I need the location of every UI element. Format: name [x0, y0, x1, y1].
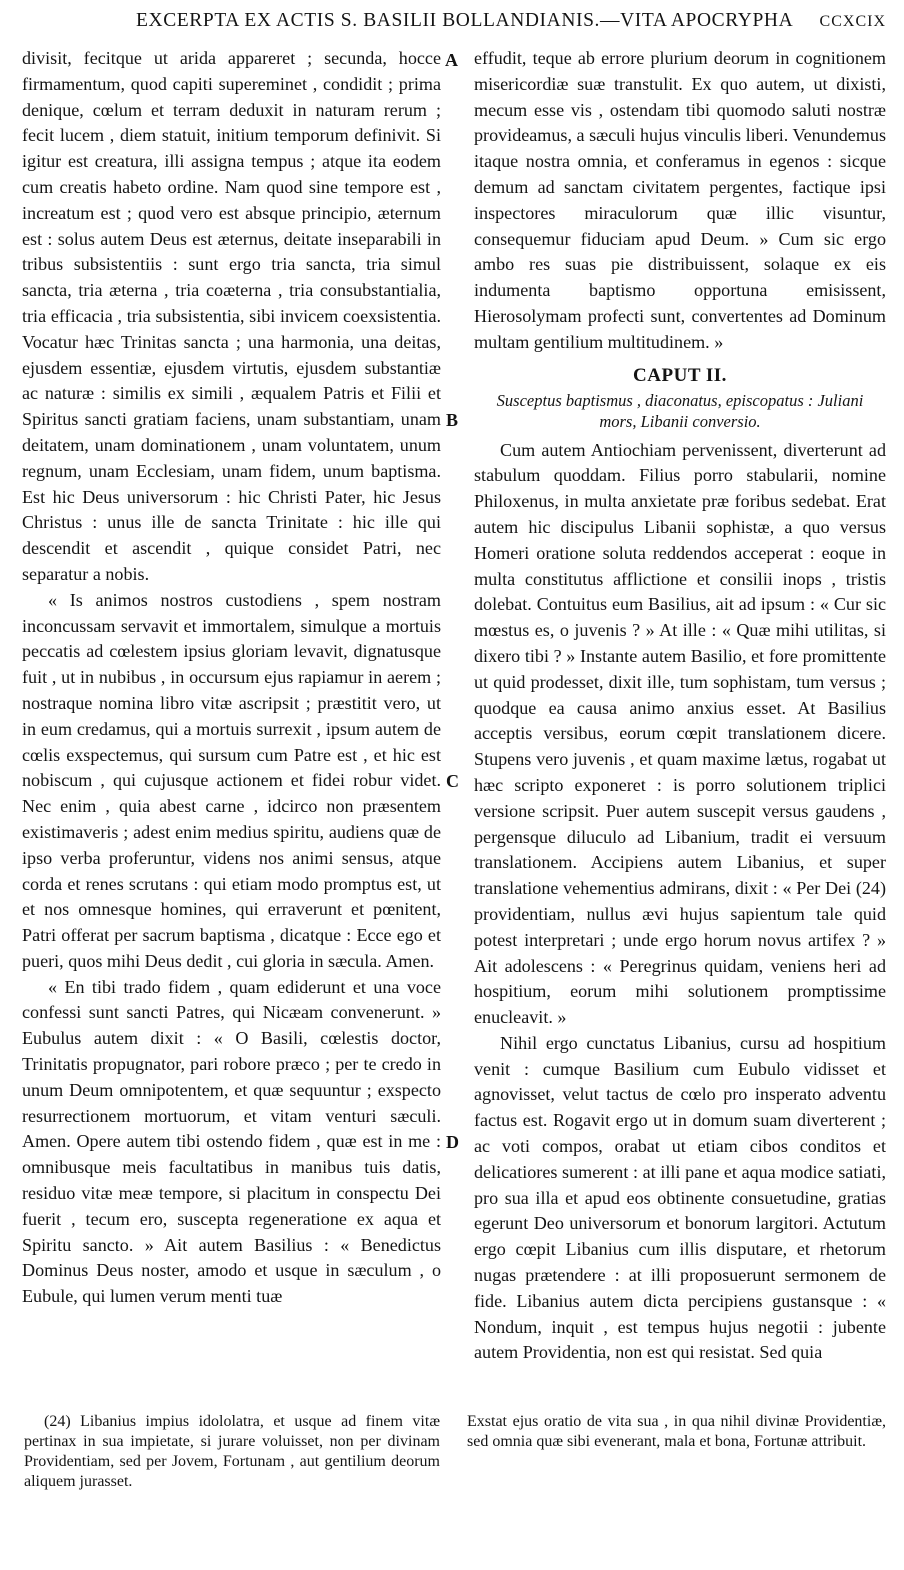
right-column [474, 46, 886, 1366]
paragraph: divisit, fecitque ut arida appareret ; secunda, hocce firmamentum, quod capiti supereminet , condidit ; prima denique, cœlum et terram deduxit in naturam rerum ; fecit lucem , diem statuit, initium temporum definivit. Si igitur est creatura, illi assigna tempus ; atque ita eodem cum creatis habeto ordine. Nam quod sine tempore est , increatum est ; quod vero est absque principio, æternum est : solus autem Deus est æternus, deitate inseparabili in tribus subsistentiis : sunt ergo tria sancta, tria simul sancta, tria æterna , tria coæterna , tria consubstantialia, tria efficacia , tria subsistentia, sibi invicem coexsistentia. Vocatur hæc Trinitas sancta ; una harmonia, una deitas, ejusdem essentiæ, ejusdem virtutis, ejusdem substantiæ ac naturæ : similis ex simili , æqualem Patris et Filii et Spiritus sancti gratiam faciens, unam substantiam, unam deitatem, unam dominationem , unam voluntatem, unum regnum, unam Ecclesiam, unam fidem, unum baptisma. Est hic Deus universorum : hic Christi Pater, hic Jesus Christus : unus ille de sancta Trinitate : hic ille qui descendit et ascendit , quique considet Patri, nec separatur a nobis. [22, 48, 441, 584]
page-number: CCXCIX [819, 13, 886, 30]
running-header [24, 10, 886, 38]
paragraph: Nihil ergo cunctatus Libanius, cursu ad hospitium venit : cumque Basilium cum Eubulo vidisset et agnovisset, velut tactus de cœlo pro insperato adventu factus est. Rogavit ergo ut in domum suam diverterent ; ac voti compos, orabat ut etiam cibos conditos et delicatiores sumerent : at illi pane et aqua modice satiati, pro sua illa et apud eos obtinente consuetudine, gratias egerunt Deo universorum et bonorum largitori. Actutum ergo cœpit Libanius cum illis disputare, et rhetorum nugas prætendere : at illi proposuerunt sermonem de fide. Libanius autem dicta percipiens gustansque : « Nondum, inquit , est tempus hujus negotii : jubente autem Providentia, non est qui resistat. Sed quia [474, 1032, 886, 1363]
margin-marker-b: B [446, 410, 459, 430]
footnote-24: (24) Libanius impius idololatra, et usque ad finem vitæ pertinax in sua impietate, si jurare voluisset, non per divinam Providentiam, sed per Jovem, Fortunam , aut gentilium deorum aliquem jurasset. [24, 1413, 440, 1490]
paragraph: « Is animos nostros custodiens , spem nostram inconcussam servavit et immortalem, simulque a mortuis peccatis ad cœlestem ipsius gloriam levavit, dignatusque fuit , ut in nubibus , in occursum ejus rapiamur in aerem ; nostraque nomina libro vitæ ascripsit ; præstitit vero, ut in eum credamus, qui a mortuis surrexit , ipsum autem de cœlis exspectemus, qui sursum cum Patre est , et hic est nobiscum , qui cujusque actionem et fidei robur videt. Nec enim , quia abest carne , idcirco non præsentem existimaveris ; adest enim medius spiritu, audiens quæ de ipso verba proferuntur, videns nos animi sensus, atque corda et renes scrutans : qui etiam modo promptus est, ut et nos omnesque homines, qui erraverunt et pœnitent, Patri offerat per sacrum baptisma , dicatque : Ecce ego et pueri, quos mihi Deus dedit , cui gloria in sæcula. Amen. [22, 589, 441, 971]
chapter-title: CAPUT II. [633, 364, 727, 386]
chapter-subtitle: Susceptus baptismus , diaconatus, episcopatus : Juliani mors, Libanii conversio. [496, 390, 864, 431]
paragraph: effudit, teque ab errore plurium deorum in cognitionem misericordiæ suæ transtulit. Ex quo autem, ut dixisti, mecum esse vis , ostendam tibi quomodo saluti nostræ provideamus, a sæculi hujus vinculis liberi. Venundemus itaque nostra omnia, et conferamus in egenos : sicque demum ad sanctam civitatem pergentes, factique ipsi inspectores miraculorum quæ illic visuntur, consequemur fiduciam apud Deum. » Cum sic ergo ambo res suas pie distribuissent, solaque ex eis indumenta baptismo opportuna emisissent, Hierosolymam profecti sunt, convertentes ad Dominum multam gentilium multitudinem. » [474, 48, 886, 352]
margin-marker-a: A [445, 50, 458, 70]
paragraph: Cum autem Antiochiam pervenissent, diverterunt ad stabulum quoddam. Filius porro stabularii, nomine Philoxenus, in multa anxietate præ foribus sedebat. Erat autem hic discipulus Libanii sophistæ, a quo versus Homeri oratione soluta reddendos acceperat : eoque in multa constitutus afflictione et consilii inops , tristis dolebat. Contuitus eum Basilius, ait ad ipsum : « Cur sic mœstus es, o juvenis ? » At ille : « Quæ mihi utilitas, si dixero tibi ? » Instante autem Basilio, et fore promittente ut quid prodesset, dixit ille, tum sophistam, tum versus ; quodque ea causa animo anxius esset. At Basilius acceptis versibus, eorum cœpit translationem dicere. Stupens vero juvenis , et quam maxime lætus, rogabat ut hæc scripto exponeret : is porro solutionem triplici versione scripsit. Puer autem suscepit versus gaudens , pergensque diluculo ad Libanium, tradit ei versuum translationem. Accipiens autem Libanius, et super translatione vehementius admirans, dixit : « Per Dei (24) providentiam, nullus ævi hujus sapientum tale quid potest interpretari ; unde ergo horum novus artifex ? » Ait adolescens : « Peregrinus quidam, veniens heri ad hospitium, eorum mihi solutionem promptissime enucleavit. » [474, 439, 886, 1028]
footnote-continuation: Exstat ejus oratio de vita sua , in qua nihil divinæ Providentiæ, sed omnia quæ sibi evenerant, mala et bona, Fortunæ attribuit. [467, 1413, 886, 1450]
left-column [22, 46, 441, 1310]
margin-marker-c: C [446, 771, 459, 791]
paragraph: « En tibi trado fidem , quam ediderunt et una voce confessi sunt sancti Patres, qui Nicæam convenerunt. » Eubulus autem dixit : « O Basili, cœlestis doctor, Trinitatis propugnator, pari robore præco ; per te credo in unum Deum omnipotentem, et quæ sequuntur ; exspecto resurrectionem mortuorum, et vitam venturi sæculi. Amen. Opere autem tibi ostendo fidem , quæ est in me : omnibusque meis facultatibus in manibus tuis datis, residuo vitæ meæ tempore, si placitum in conspectu Dei fuerit , tecum ero, suscepta regeneratione ex aqua et Spiritu sancto. » Ait autem Basilius : « Benedictus Dominus Deus noster, amodo et usque in sæculum , o Eubule, qui lumen verum menti tuæ [22, 976, 441, 1307]
margin-marker-d: D [446, 1132, 459, 1152]
running-title: EXCERPTA EX ACTIS S. BASILII BOLLANDIANIS.—VITA APOCRYPHA [136, 10, 794, 31]
